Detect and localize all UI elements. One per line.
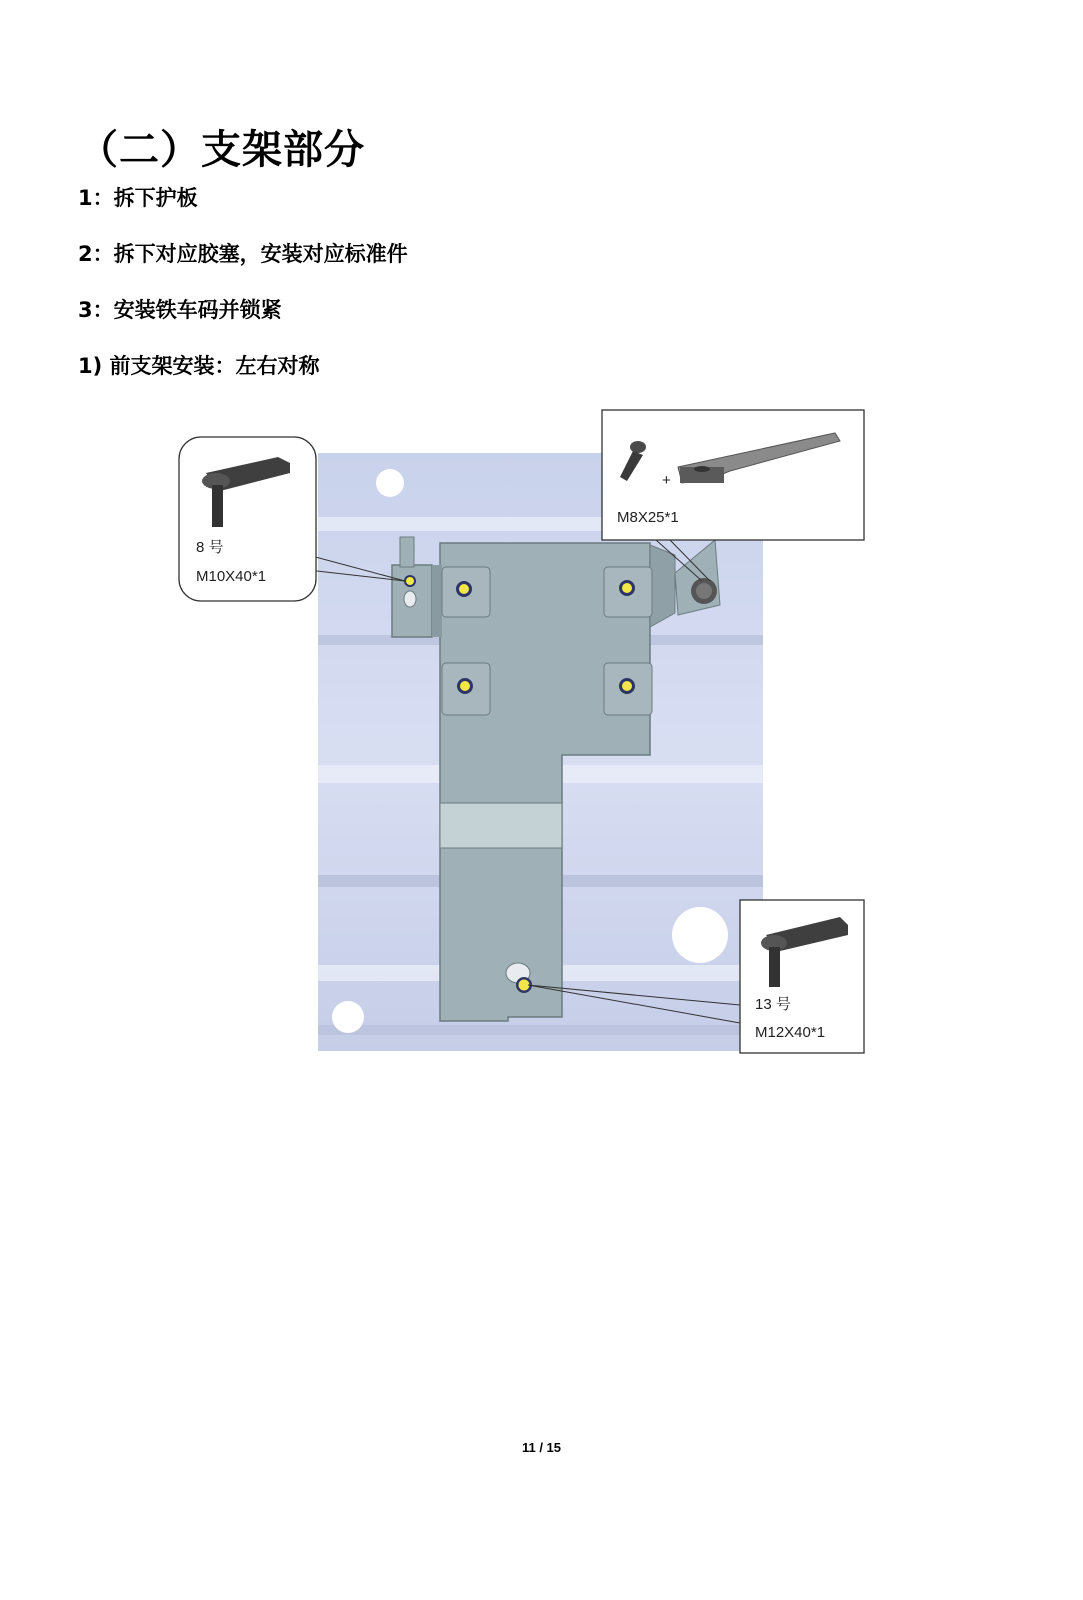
step-sub-1: 1) 前支架安装：左右对称 (78, 354, 320, 378)
step-2: 2：拆下对应胶塞，安装对应标准件 (78, 242, 408, 266)
step-3: 3：安装铁车码并锁紧 (78, 298, 282, 322)
callout-m8-spec: M8X25*1 (617, 509, 679, 526)
page-number: 11 / 15 (521, 1440, 562, 1455)
bracket-installation-figure (170, 405, 890, 1075)
step-1: 1：拆下护板 (78, 186, 198, 210)
callout-bolt-8-number: 8 号 (196, 539, 224, 556)
plus-sign: + (662, 472, 671, 489)
callout-bolt-13-spec: M12X40*1 (755, 1024, 826, 1041)
callout-bolt-8-spec: M10X40*1 (196, 568, 267, 585)
section-title: （二）支架部分 (78, 127, 365, 173)
callout-bolt-13-number: 13 号 (755, 996, 791, 1013)
